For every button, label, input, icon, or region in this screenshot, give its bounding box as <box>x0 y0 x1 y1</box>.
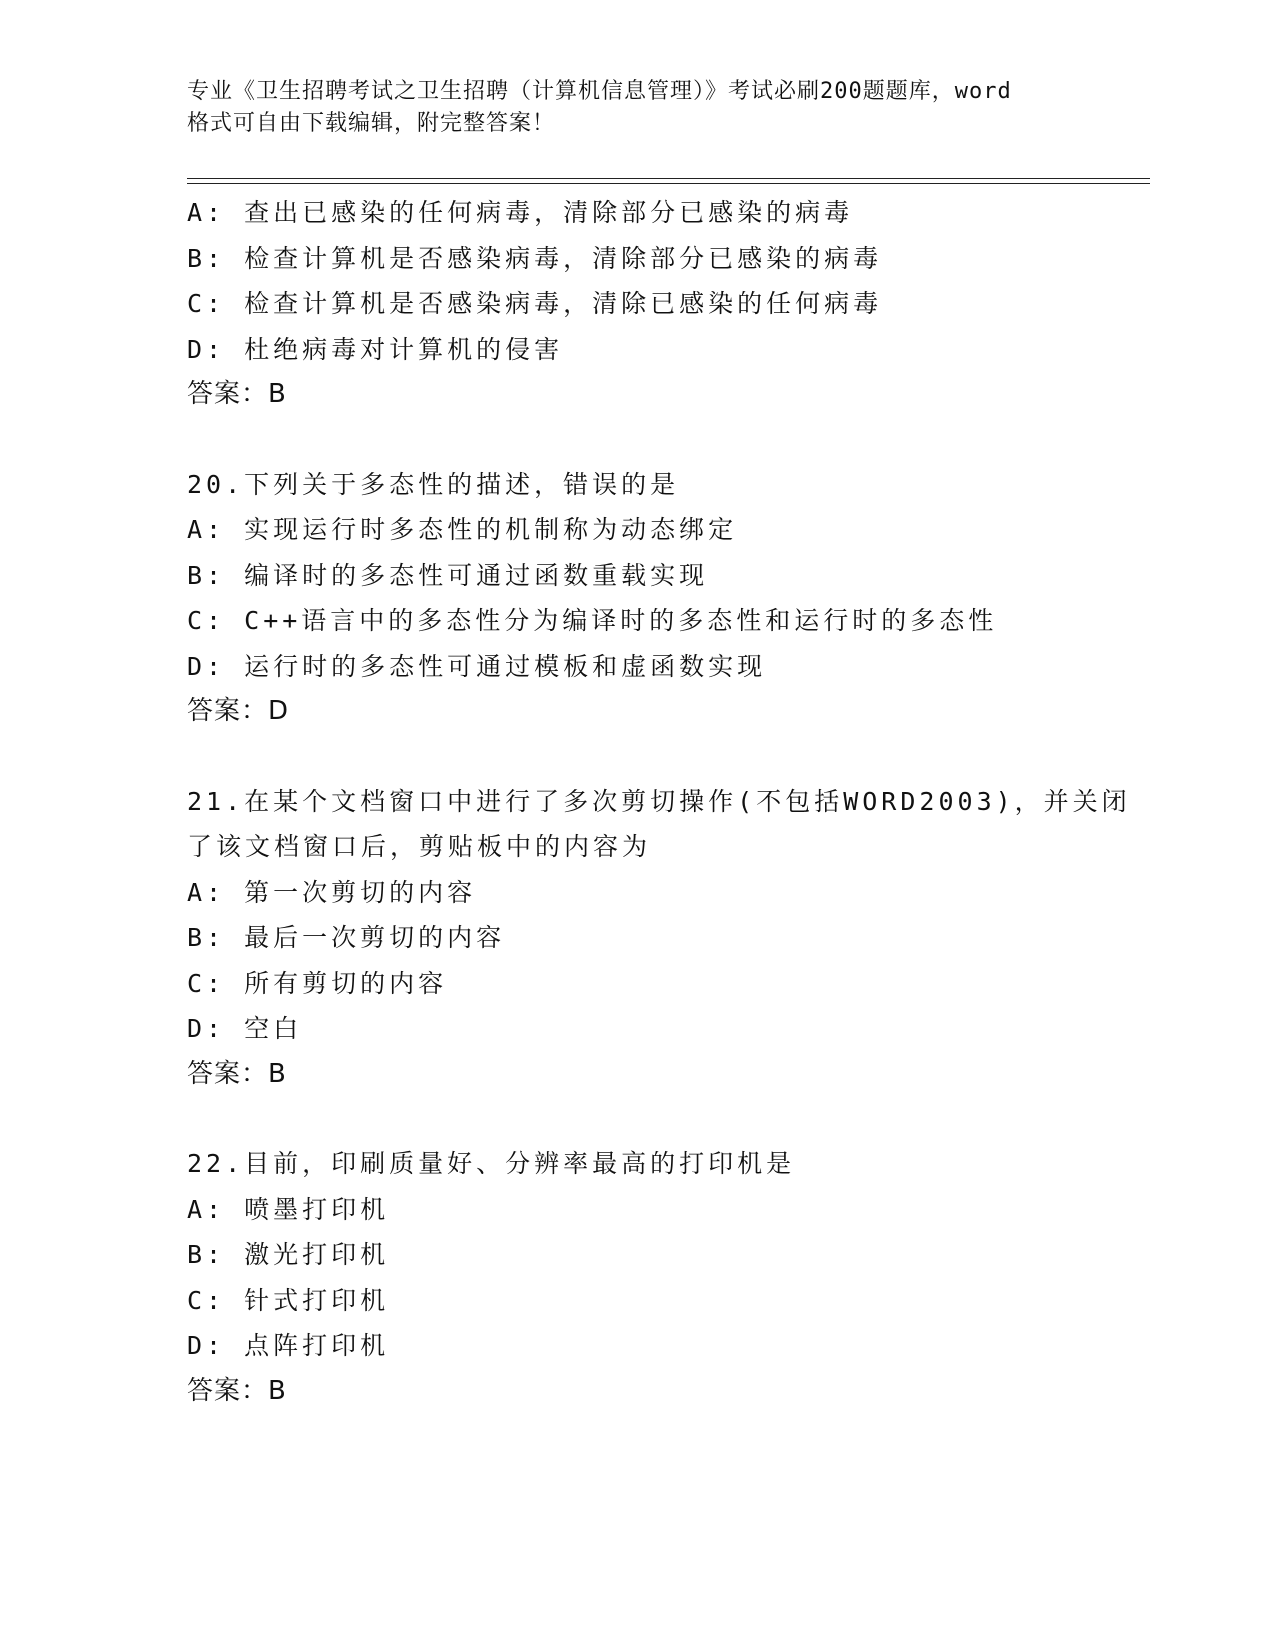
answer: 答案：B <box>187 1375 287 1406</box>
spacer <box>187 418 1150 462</box>
option-c: C: C++语言中的多态性分为编译时的多态性和运行时的多态性 <box>187 606 998 635</box>
option-b: B: 编译时的多态性可通过函数重载实现 <box>187 560 709 590</box>
option-d: D: 运行时的多态性可通过模板和虚函数实现 <box>187 651 767 681</box>
option-a: A: 喷墨打印机 <box>187 1194 390 1224</box>
answer: 答案：B <box>187 379 287 409</box>
option-a: A: 第一次剪切的内容 <box>187 877 477 907</box>
question-20 <box>187 462 1150 735</box>
header-title-line-2: 格式可自由下载编辑，附完整答案！ <box>187 111 556 136</box>
question-stem-line-1: 21.在某个文档窗口中进行了多次剪切操作(不包括WORD2003)，并关闭 <box>187 786 1131 816</box>
option-a: A: 实现运行时多态性的机制称为动态绑定 <box>187 515 738 544</box>
header-divider-top <box>187 178 1150 179</box>
option-a: A: 查出已感染的任何病毒，清除部分已感染的病毒 <box>187 198 854 227</box>
option-b: B: 最后一次剪切的内容 <box>187 923 506 952</box>
option-b: B: 检查计算机是否感染病毒，清除部分已感染的病毒 <box>187 243 883 273</box>
spacer <box>187 735 1150 779</box>
question-stem: 22.目前，印刷质量好、分辨率最高的打印机是 <box>187 1149 796 1178</box>
document-header <box>187 76 1087 140</box>
option-c: C: 检查计算机是否感染病毒，清除已感染的任何病毒 <box>187 289 883 318</box>
option-d: D: 点阵打印机 <box>187 1331 390 1360</box>
spacer <box>187 1097 1150 1141</box>
option-b: B: 激光打印机 <box>187 1240 390 1269</box>
option-d: D: 空白 <box>187 1014 303 1043</box>
answer: 答案：B <box>187 1058 287 1089</box>
question-19 <box>187 190 1150 418</box>
option-c: C: 所有剪切的内容 <box>187 968 448 998</box>
header-title-line-1: 专业《卫生招聘考试之卫生招聘（计算机信息管理）》考试必刷200题题库，word <box>187 79 1012 104</box>
question-21 <box>187 779 1150 1098</box>
question-stem: 20.下列关于多态性的描述，错误的是 <box>187 469 680 499</box>
question-list <box>187 190 1150 1414</box>
question-stem-line-2: 了该文档窗口后，剪贴板中的内容为 <box>187 832 652 861</box>
option-d: D: 杜绝病毒对计算机的侵害 <box>187 334 564 364</box>
option-c: C: 针式打印机 <box>187 1285 390 1315</box>
question-22 <box>187 1141 1150 1414</box>
header-divider-bottom <box>187 183 1150 184</box>
answer: 答案：D <box>187 696 290 726</box>
